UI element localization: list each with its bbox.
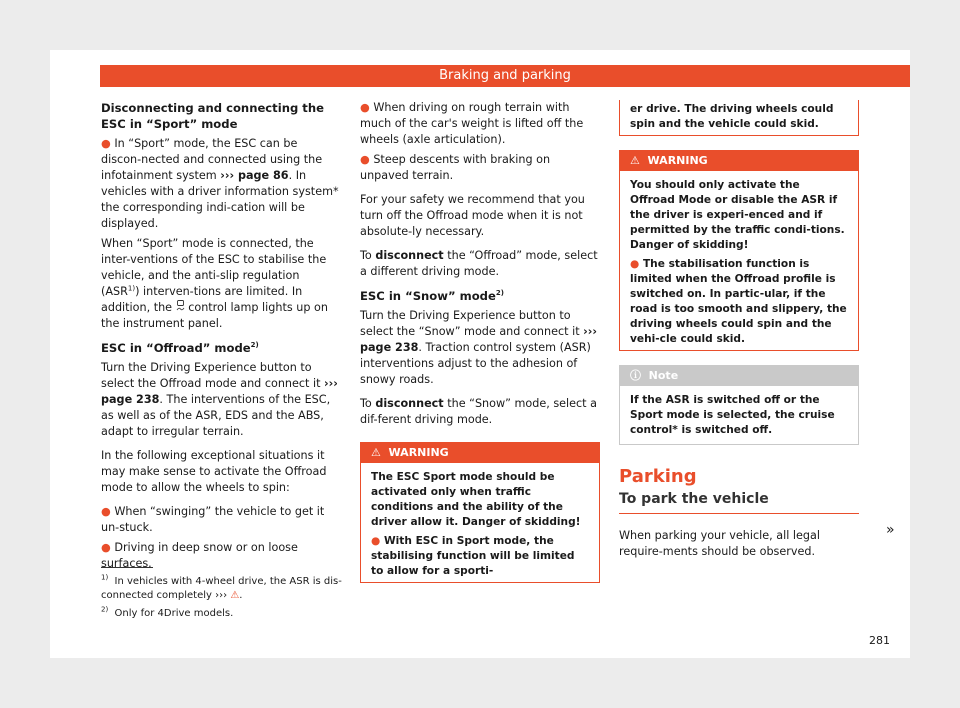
bullet-dot-icon: ● (101, 541, 111, 554)
warning-body: You should only activate the Offroad Mode or disable the ASR if the driver is experi-enced and if permitted by the traffic condi-tions. Danger of skidding! ● The stabilisation function is limited when the Offroad profile is switched on. In partic-ular, if the road is too smooth and slippery, the driving wheels could spin and the vehi-cle could skid. (630, 179, 847, 345)
warning-triangle-icon: ⚠ (371, 446, 381, 459)
paragraph: Turn the Driving Experience button to select the Offroad mode and connect it ››› page 238. The interventions of the ESC, as well as of the ASR, EDS and the ABS, adapt to irregular terrain. (101, 361, 338, 438)
esc-off-lamp-icon (176, 300, 185, 316)
warning-triangle-icon: ⚠ (230, 590, 240, 601)
paragraph: Turn the Driving Experience button to select the “Snow” mode and connect it ››› page 238. Traction control system (ASR) interventions adjust to the adhesion of snowy roads. (360, 309, 597, 386)
column-3 (619, 100, 859, 568)
footnote: $^{2)}$ Only for 4Drive models. (101, 605, 234, 619)
bullet-dot-icon: ● (360, 153, 370, 166)
page-number: 281 (869, 634, 890, 647)
warning-body: The ESC Sport mode should be activated only when traffic conditions and the ability of the driver allow it. Danger of skidding! ● With ESC in Sport mode, the stabilising function will be limited to allow for a sporti- (361, 463, 599, 582)
paragraph: When parking your vehicle, all legal require-ments should be observed. (619, 529, 820, 558)
continued-marker: » (886, 522, 895, 538)
list-item: ● When “swinging” the vehicle to get it un-stuck. (101, 505, 325, 534)
page-ref-link[interactable]: ››› page 238 (360, 325, 597, 354)
info-icon: ⓘ (630, 369, 641, 382)
page-ref-link[interactable]: ››› page 238 (101, 377, 338, 406)
list-item: ● The stabilisation function is limited when the Offroad profile is switched on. In partic-ular, if the road is too smooth and slippery, the driving wheels could spin and the vehi-cle could skid. (630, 258, 847, 345)
bullet-dot-icon: ● (630, 258, 640, 270)
heading-esc-offroad: ESC in “Offroad” mode$^{2)}$ (101, 341, 259, 355)
note-body: If the ASR is switched off or the Sport mode is selected, the cruise control* is switched off. (630, 394, 835, 436)
heading-esc-sport: Disconnecting and connecting the ESC in “Sport” mode (101, 101, 324, 131)
footnotes (101, 575, 351, 625)
list-item: ● With ESC in Sport mode, the stabilising function will be limited to allow for a sporti- (371, 535, 575, 577)
section-subtitle: To park the vehicle (619, 491, 859, 514)
paragraph: When “Sport” mode is connected, the inter-ventions of the ESC to stabilise the vehicle, and the anti-slip regulation (ASR$^{1)}$) interven-tions are limited. In addition, the control lamp lights up on the instrument panel. (101, 237, 328, 330)
note-header: ⓘ Note (620, 365, 858, 386)
section-title: Parking (619, 466, 697, 487)
list-item: ● In “Sport” mode, the ESC can be discon-nected and connected using the infotainment system ››› page 86. In vehicles with a driver information system* the corresponding indi-cation will be displayed. (101, 137, 339, 230)
bullet-dot-icon: ● (101, 137, 111, 150)
warning-box (360, 442, 600, 583)
bullet-dot-icon: ● (371, 535, 381, 547)
warning-triangle-icon: ⚠ (630, 154, 640, 167)
heading-esc-snow: ESC in “Snow” mode$^{2)}$ (360, 289, 504, 303)
warning-header: ⚠ WARNING (361, 442, 599, 463)
paragraph: In the following exceptional situations it may make sense to activate the Offroad mode to allow the wheels to spin: (101, 449, 327, 494)
page (50, 50, 910, 658)
list-item: ● When driving on rough terrain with much of the car's weight is lifted off the wheels (axle articulation). (360, 101, 584, 146)
footnote-rule (101, 567, 153, 568)
column-2 (360, 100, 600, 595)
column-1 (101, 100, 341, 576)
paragraph: To disconnect the “Snow” mode, select a dif-ferent driving mode. (360, 397, 597, 426)
list-item: ● Steep descents with braking on unpaved terrain. (360, 153, 551, 182)
list-item: ● Driving in deep snow or on loose surfaces. (101, 541, 298, 570)
warning-header: ⚠ WARNING (620, 150, 858, 171)
bullet-dot-icon: ● (101, 505, 111, 518)
footnote: $^{1)}$ In vehicles with 4-wheel drive, the ASR is dis-connected completely ››› ⚠. (101, 573, 342, 601)
page-header: Braking and parking (100, 65, 910, 87)
page-ref-link[interactable]: ››› page 86 (220, 169, 289, 182)
bullet-dot-icon: ● (360, 101, 370, 114)
paragraph: To disconnect the “Offroad” mode, select a different driving mode. (360, 249, 598, 278)
warning-box (619, 150, 859, 351)
note-box (619, 365, 859, 445)
paragraph: For your safety we recommend that you turn off the Offroad mode when it is not absolute-ly necessary. (360, 193, 585, 238)
warning-continuation: er drive. The driving wheels could spin and the vehicle could skid. (619, 100, 859, 136)
